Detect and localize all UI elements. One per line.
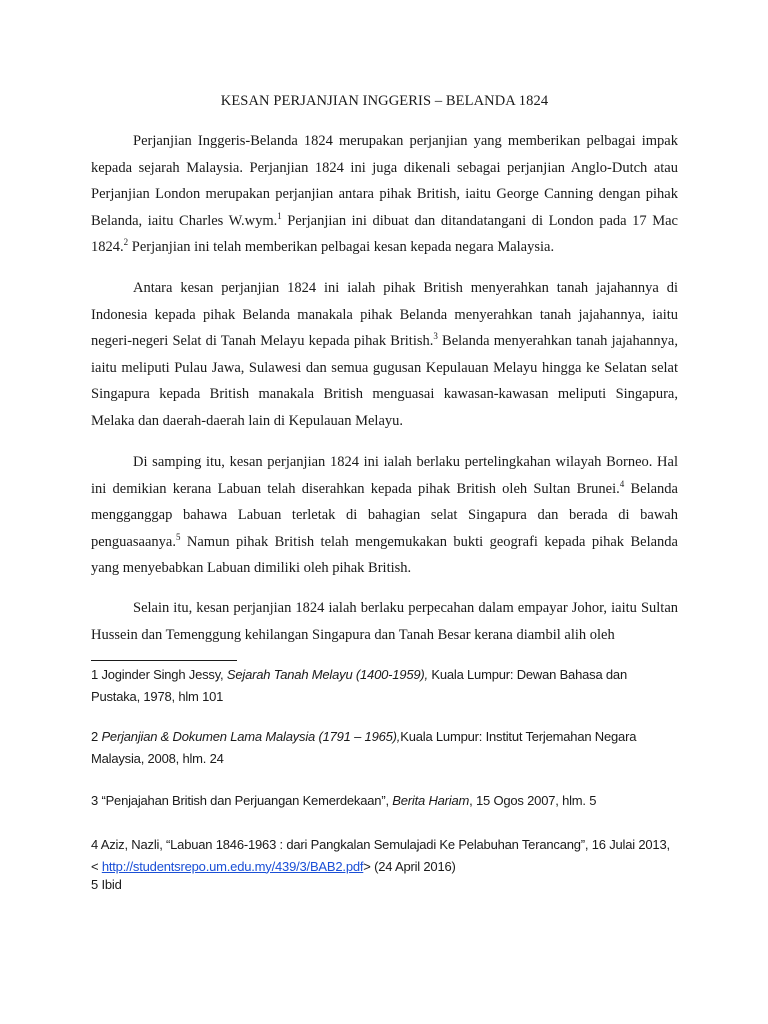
footnote-ref-1[interactable]: 1 [277,210,282,221]
paragraph-3-text-a: Di samping itu, kesan perjanjian 1824 ini ialah berlaku pertelingkahan wilayah Borneo. Hal ini demikian kerana Labuan telah diserahkan kepada pihak British oleh Sultan Brunei. [91,454,678,497]
footnote-5-text: 5 Ibid [91,877,122,892]
footnote-separator [91,660,237,661]
footnote-ref-2[interactable]: 2 [123,237,129,248]
paragraph-2 [91,275,678,435]
paragraph-1-text-a: Perjanjian Inggeris-Belanda 1824 merupakan perjanjian yang memberikan pelbagai impak kepada sejarah Malaysia. Perjanjian 1824 ini juga dikenali sebagai perjanjian Anglo-Dutch atau Perjanjian London merupakan perjanjian antara pihak British, iaitu George Canning dengan pihak Belanda, iaitu Charles W.wym. [91,133,678,229]
paragraph-1 [91,128,678,261]
paragraph-2-text-b: Belanda menyerahkan tanah jajahannya, iaitu meliputi Pulau Jawa, Sulawesi dan semua gugusan Kepulauan Melayu hingga ke Selatan selat Singapura kepada British manakala British menguasai kawasan-kawasan meliputi Singapura, Melaka dan daerah-daerah lain di Kepulauan Melayu. [91,333,678,429]
footnote-2-book-title: Perjanjian & Dokumen Lama Malaysia (1791 – 1965), [101,729,401,744]
footnote-4-rest: > (24 April 2016) [363,858,456,874]
footnote-1-lead: 1 Joginder Singh Jessy, [91,667,227,682]
paragraph-4-text: Selain itu, kesan perjanjian 1824 ialah berlaku perpecahan dalam empayar Johor, iaitu Sultan Hussein dan Temenggung kehilangan Singapura dan Tanah Besar kerana diambil alih oleh [91,600,678,643]
document-page [91,0,678,1024]
footnote-2-lead: 2 [91,729,102,744]
paragraph-4 [91,595,678,648]
footnote-4 [91,834,678,877]
footnote-ref-3[interactable]: 3 [433,331,438,342]
footnote-2-rest: Kuala Lumpur: Institut Terjemahan Negara Malaysia, 2008, hlm. 24 [91,729,637,766]
footnote-4-link[interactable]: http://studentsrepo.um.edu.my/439/3/BAB2.pdf [101,858,364,874]
footnote-3-rest: , 15 Ogos 2007, hlm. 5 [469,793,597,808]
footnote-3-newspaper: Berita Hariam [392,793,470,808]
footnote-5 [91,874,678,896]
paragraph-1-text-c: Perjanjian ini telah memberikan pelbagai kesan kepada negara Malaysia. [128,239,555,256]
footnote-1 [91,664,678,707]
paragraph-3-text-c: Namun pihak British telah mengemukakan bukti geografi kepada pihak Belanda yang menyebabkan Labuan dimiliki oleh pihak British. [91,533,678,577]
paragraph-1-text-b: Perjanjian ini dibuat dan ditandatangani di London pada 17 Mac 1824. [91,212,678,256]
paragraph-3-text-b: Belanda mengganggap bahawa Labuan terletak di bahagian selat Singapura dan berada di bawah penguasaanya. [91,480,678,550]
paragraph-2-text-a: Antara kesan perjanjian 1824 ini ialah pihak British menyerahkan tanah jajahannya di Indonesia kepada pihak Belanda manakala pihak Belanda menyerahkan tanah jajahannya, iaitu negeri-negeri Selat di Tanah Melayu kepada pihak British. [91,280,678,350]
footnote-3-lead: 3 “Penjajahan British dan Perjuangan Kemerdekaan”, [91,793,393,808]
footnote-3 [91,790,678,812]
footnote-1-rest: Kuala Lumpur: Dewan Bahasa dan Pustaka, 1978, hlm 101 [91,667,627,704]
document-title: KESAN PERJANJIAN INGGERIS – BELANDA 1824 [220,93,549,109]
footnote-4-lead: 4 Aziz, Nazli, “Labuan 1846-1963 : dari Pangkalan Semulajadi Ke Pelabuhan Terancang”, 16 Julai 2013, < [91,837,670,874]
footnote-1-book-title: Sejarah Tanah Melayu (1400-1959), [226,667,428,682]
footnote-2 [91,726,678,769]
footnote-ref-5[interactable]: 5 [175,531,181,542]
paragraph-3 [91,449,678,582]
footnote-ref-4[interactable]: 4 [619,478,625,489]
